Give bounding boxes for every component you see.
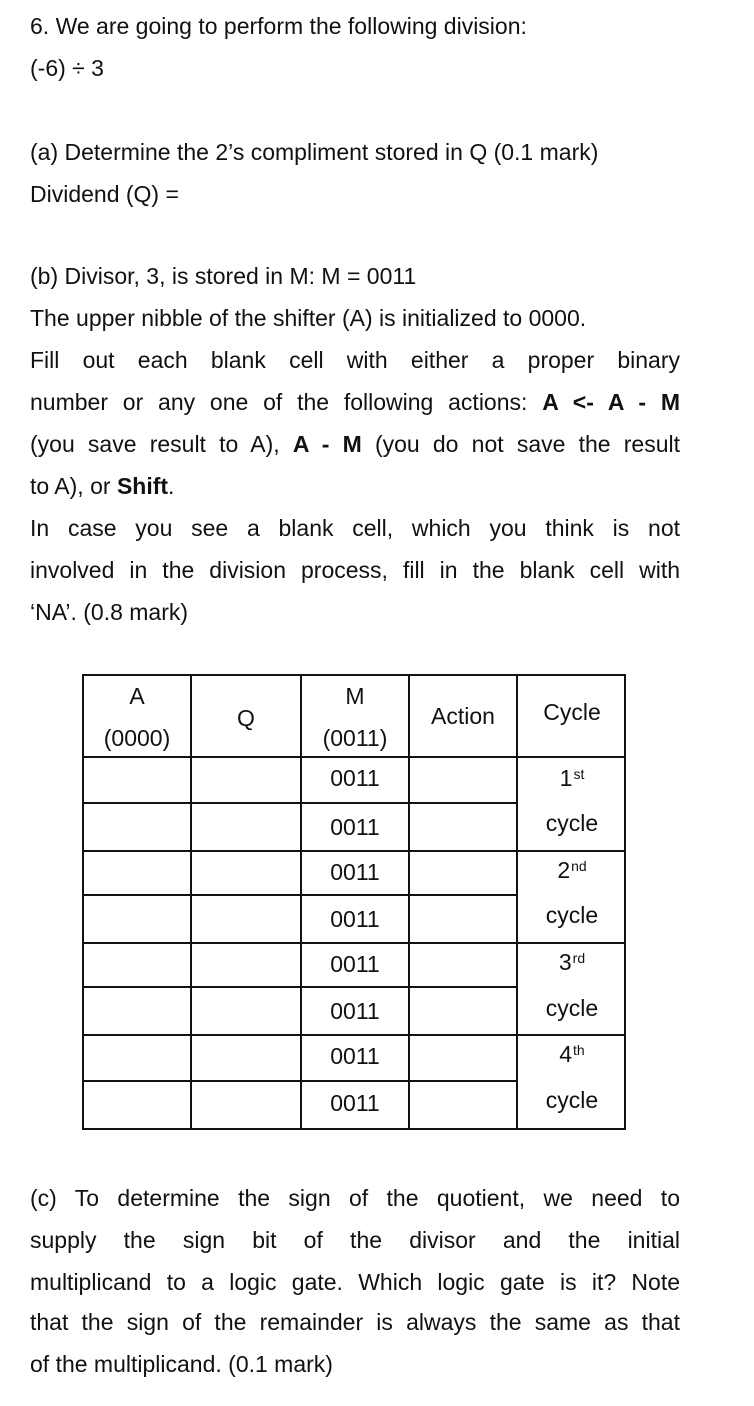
part-b-instruction-line-2: [30, 386, 680, 418]
part-b-na-line-3: ‘NA’. (0.8 mark): [30, 599, 189, 625]
part-b-instruction-line-3: [30, 428, 680, 460]
m-cell: 0011: [330, 859, 380, 885]
part-b-shifter-line: The upper nibble of the shifter (A) is initialized to 0000.: [30, 305, 587, 331]
part-c-line-5: of the multiplicand. (0.1 mark): [30, 1351, 333, 1377]
part-b-divisor-line: (b) Divisor, 3, is stored in M: M = 0011: [30, 263, 417, 289]
m-cell: 0011: [330, 998, 380, 1024]
cycle-suffix: th: [573, 1042, 585, 1058]
cycle-suffix: st: [573, 766, 585, 782]
cycle-num: 3: [558, 949, 572, 975]
cycle-row-divider: [516, 1034, 626, 1036]
cycle-word: cycle: [545, 810, 599, 836]
header-a: A: [129, 683, 145, 709]
header-a-init: (0000): [103, 725, 171, 751]
part-c-line-3: multiplicand to a logic gate. Which logic gate is it? Note: [30, 1269, 680, 1295]
part-b-line6-text: to A), or: [30, 473, 117, 499]
part-c-line-2: supply the sign bit of the divisor and the initial: [30, 1227, 680, 1253]
m-cell: 0011: [330, 814, 380, 840]
m-cell: 0011: [330, 906, 380, 932]
row-divider: [84, 802, 518, 804]
row-divider: [84, 894, 518, 896]
cycle-row-divider: [516, 942, 626, 944]
cycle-suffix: nd: [571, 858, 587, 874]
header-action: Action: [431, 703, 495, 729]
header-m-init: (0011): [322, 725, 388, 751]
cycle-num: 1: [559, 765, 573, 791]
cycle-num: 2: [557, 857, 571, 883]
cycle-word: cycle: [545, 995, 599, 1021]
row-divider: [84, 1034, 518, 1036]
header-cycle: Cycle: [543, 699, 601, 725]
col-divider: [190, 676, 192, 1128]
cycle-row-divider: [516, 756, 626, 758]
part-c-line-1: (c) To determine the sign of the quotient, we need to: [30, 1185, 680, 1211]
action-shift: Shift: [116, 473, 169, 499]
row-divider: [84, 756, 518, 758]
m-cell: 0011: [330, 951, 380, 977]
division-expression: (-6) ÷ 3: [30, 55, 104, 81]
row-divider: [84, 850, 518, 852]
action-a-minus-m-save: A <- A - M: [542, 389, 680, 415]
cycle-number: [518, 948, 626, 976]
header-q: Q: [237, 705, 255, 731]
row-divider: [84, 942, 518, 944]
cycle-number: [518, 1040, 626, 1068]
cycle-number: [518, 764, 626, 792]
dividend-label: Dividend (Q) =: [30, 181, 179, 207]
part-b-line5-text2: (you do not save the result: [361, 431, 680, 457]
cycle-row-divider: [516, 850, 626, 852]
division-table: [82, 674, 626, 1130]
part-b-instruction-line-4: [30, 470, 174, 502]
question-title: 6. We are going to perform the following division:: [30, 13, 527, 39]
part-c-line-4: that the sign of the remainder is always the same as that: [30, 1309, 680, 1335]
m-cell: 0011: [330, 1090, 380, 1116]
part-b-na-line-1: In case you see a blank cell, which you think is not: [30, 515, 680, 541]
part-b-line4-text: number or any one of the following actions:: [30, 389, 543, 415]
header-m: M: [345, 683, 365, 709]
part-b-line6-end: .: [168, 473, 175, 499]
m-cell: 0011: [330, 765, 380, 791]
cycle-word: cycle: [545, 902, 599, 928]
part-b-instruction-line-1: Fill out each blank cell with either a proper binary: [30, 347, 680, 373]
row-divider: [84, 1080, 518, 1082]
cycle-num: 4: [559, 1041, 573, 1067]
part-a-prompt: (a) Determine the 2’s compliment stored in Q (0.1 mark): [30, 139, 599, 165]
action-a-minus-m: A - M: [292, 431, 362, 457]
col-divider: [408, 676, 410, 1128]
cycle-word: cycle: [545, 1087, 599, 1113]
row-divider: [84, 986, 518, 988]
part-b-na-line-2: involved in the division process, fill in the blank cell with: [30, 557, 680, 583]
part-b-line5-text1: (you save result to A),: [30, 431, 293, 457]
cycle-number: [518, 856, 626, 884]
m-cell: 0011: [330, 1043, 380, 1069]
cycle-suffix: rd: [572, 950, 586, 966]
